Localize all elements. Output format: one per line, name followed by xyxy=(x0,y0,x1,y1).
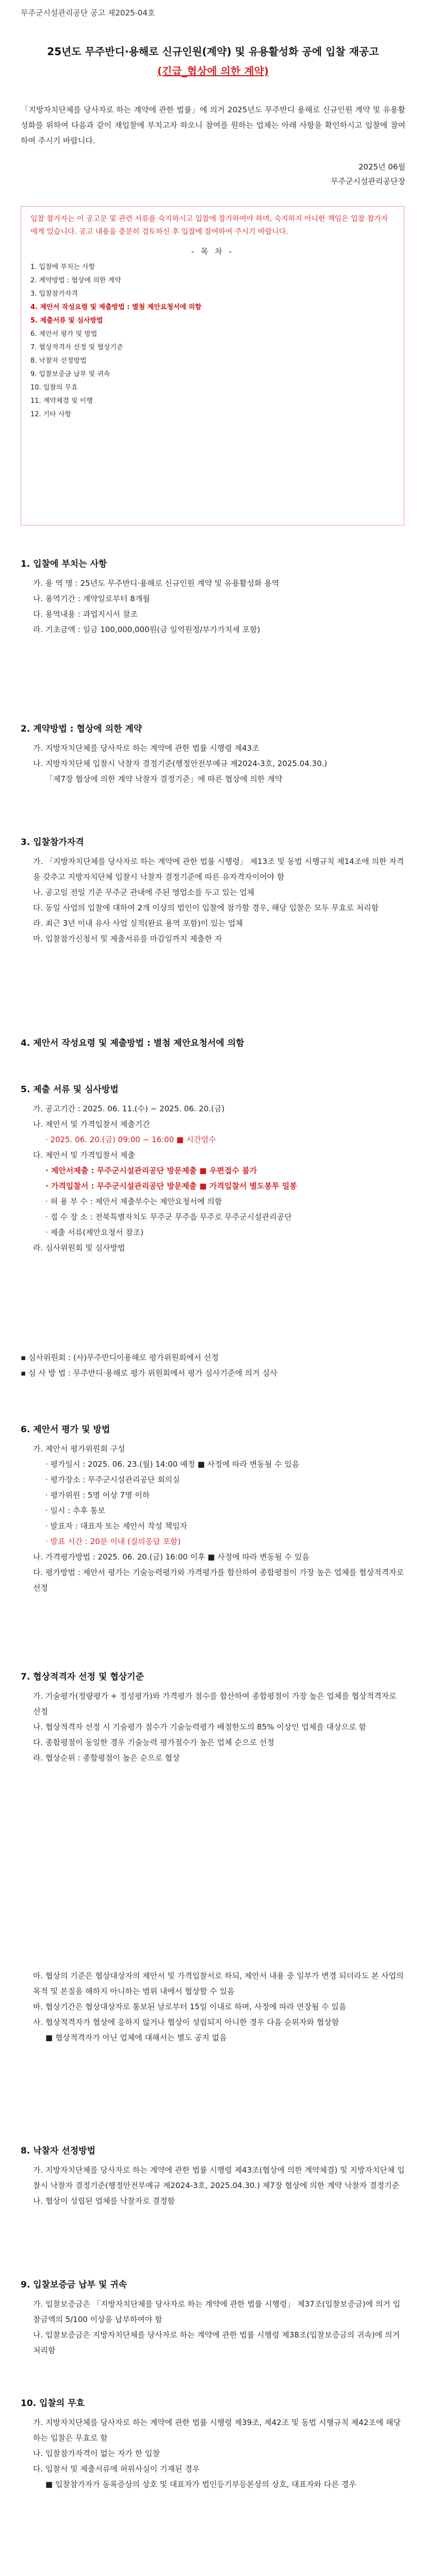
section-heading: 7. 협상적격자 선정 및 협상기준 xyxy=(21,1672,144,1682)
section-10 xyxy=(21,2396,405,2492)
section-line: 나. 용역기간 : 계약일로부터 8개월 xyxy=(33,594,150,603)
section-line: 사. 협상적격자가 협상에 응하지 않거나 협상이 성립되지 아니한 경우 다음 순위자와 협상함 xyxy=(33,2018,339,2027)
section-heading: 3. 입찰참가자격 xyxy=(21,837,84,848)
section-line: 라. 기초금액 : 일금 100,000,000원(금 일억원정/부가가치세 포함) xyxy=(33,625,260,634)
issuer-name: 무주군시설관리공단장 xyxy=(331,177,405,186)
toc-item: 11. 계약체결 및 이행 xyxy=(30,397,93,405)
section-line: · 평가장소 : 무주군시설관리공단 회의실 xyxy=(45,1475,180,1484)
section-heading: 9. 입찰보증금 납부 및 귀속 xyxy=(21,2280,127,2290)
section-line: · 제안서제출 : 무주군시설관리공단 방문제출 ■ 우편접수 불가 xyxy=(45,1166,257,1175)
section-line: 가. 공고기간 : 2025. 06. 11.(수) ~ 2025. 06. 20.(금) xyxy=(33,1104,225,1113)
section-line: 마. 입찰참가신청서 및 제출서류를 마감일까지 제출한 자 xyxy=(33,934,222,943)
section-line: 다. 동일 사업의 입찰에 대하여 2개 이상의 법인이 입찰에 참가할 경우, 해당 입찰은 모두 무효로 처리함 xyxy=(33,903,379,912)
section-line: 가. 제안서 평가위원회 구성 xyxy=(33,1444,125,1453)
toc-item: 12. 기타 사항 xyxy=(30,411,72,418)
section-9 xyxy=(21,2277,405,2358)
section-line: · 접 수 장 소 : 전북특별자치도 무주군 무주읍 무주로 무주군시설관리공단 xyxy=(45,1212,292,1222)
table-of-contents xyxy=(30,261,395,421)
section-heading: 1. 입찰에 부치는 사항 xyxy=(21,559,107,569)
section-7 xyxy=(21,1669,405,1766)
toc-item: 1. 입찰에 부치는 사항 xyxy=(30,263,95,271)
section-line: 마. 협상의 기준은 협상대상자의 제안서 및 가격입찰서로 하되, 제안서 내용 중 일부가 변경 되더라도 본 사업의 목적 및 본질을 해하지 아니하는 범위 내에서 협상할 수 있음 xyxy=(33,1971,404,1996)
toc-item: 6. 제안서 평가 및 방법 xyxy=(30,330,97,338)
section-line: 다. 제안서 및 가격입찰서 제출 xyxy=(33,1150,135,1160)
notice-box xyxy=(21,206,404,526)
section-line: 다. 용역내용 : 과업지시서 참조 xyxy=(33,609,138,619)
toc-item: 2. 계약방법 : 협상에 의한 계약 xyxy=(30,277,121,284)
notice-warning: 입찰 참가자는 이 공고문 및 관련 서류를 숙지하시고 입찰에 참가하여야 하며, 숙지하지 아니한 책임은 입찰 참가자에게 있습니다. 공고 내용을 충분히 검토하신 후 입찰에 참여하여 주시기 바랍니다. xyxy=(30,215,388,236)
section-line: 나. 지방자치단체 입찰시 낙찰자 결정기준(행정안전부예규 제2024-3호, 2025.04.30.) xyxy=(33,759,327,768)
section-line: · 평가위원 : 5명 이상 7명 이하 xyxy=(45,1490,150,1500)
page-title: 25년도 무주반디·용해로 신규인원(계약) 및 유용활성화 공에 입찰 재공고 xyxy=(47,45,379,58)
section-line: 나. 입찰참가자격이 없는 자가 한 입찰 xyxy=(33,2449,160,2458)
section-line: 나. 가격평가방법 : 2025. 06. 20.(금) 16:00 이후 ■ 사정에 따라 변동될 수 있음 xyxy=(33,1552,309,1562)
section-line: 라. 심사위원회 및 심사방법 xyxy=(33,1243,125,1252)
section-5-bullets xyxy=(21,1350,405,1381)
toc-item: 4. 제안서 작성요령 및 제출방법 : 별첨 제안요청서에 의함 xyxy=(30,303,202,311)
section-line: 「제7장 협상에 의한 계약 낙찰자 결정기준」에 따른 협상에 의한 계약 xyxy=(45,774,283,784)
section-line: · 가격입찰서 : 무주군시설관리공단 방문제출 ■ 가격입찰서 별도봉투 밀봉 xyxy=(45,1181,297,1191)
toc-item: 9. 입찰보증금 납부 및 귀속 xyxy=(30,370,110,378)
toc-item: 7. 협상적격자 선정 및 협상기준 xyxy=(30,344,123,351)
section-line: · 제출 서류(제안요청서 참조) xyxy=(45,1228,144,1237)
bullet-item: ▪ 심사위원회 : (사)무주반디이용해로 평가위원회에서 선정 xyxy=(21,1350,405,1365)
toc-item: 8. 낙찰자 선정방법 xyxy=(30,357,87,365)
section-heading: 6. 제안서 평가 및 방법 xyxy=(21,1425,110,1435)
toc-item: 5. 제출서류 및 심사방법 xyxy=(30,317,103,325)
section-line: · 발표 시간 : 20분 이내 (질의응답 포함) xyxy=(45,1537,181,1546)
notice-number: 무주군시설관리공단 공고 제2025-04호 xyxy=(21,8,155,18)
section-heading: 4. 제안서 작성요령 및 제출방법 : 별첨 제안요청서에 의함 xyxy=(21,1038,244,1048)
section-line: · 2025. 06. 20.(금) 09:00 ~ 16:00 ■ 시간엄수 xyxy=(45,1135,216,1144)
section-line: · 허 용 부 수 : 제안서 제출부수는 제안요청서에 의함 xyxy=(45,1197,222,1206)
section-line: 가. 지방자치단체를 당사자로 하는 계약에 관한 법률 시행령 제39조, 제42조 및 동법 시행규칙 제42조에 해당하는 입찰은 무효로 함 xyxy=(33,2418,401,2443)
section-line: 가. 기술평가(정량평가 + 정성평가)와 가격평가 점수를 합산하여 종합평점이 가장 높은 업체를 협상적격자로 선정 xyxy=(33,1691,397,1716)
section-2 xyxy=(21,721,405,787)
section-heading: 10. 입찰의 무효 xyxy=(21,2398,85,2409)
section-line: 나. 입찰보증금은 지방자치단체를 당사자로 하는 계약에 관한 법률 시행령 제38조(입찰보증금의 귀속)에 의거 처리함 xyxy=(33,2330,400,2355)
intro-paragraph: 「지방자치단체를 당사자로 하는 계약에 관한 법률」에 의거 2025년도 무주반디 용해로 신규인원 계약 및 유용활성화를 위하여 다음과 같이 재입찰에 부치고자 하오니 참여를 원하는 업체는 아래 사항을 확인하시고 입찰에 참여하여 주시기 바랍니다. xyxy=(21,105,405,145)
section-line: 라. 협상순위 : 종합평점이 높은 순으로 협상 xyxy=(33,1753,180,1762)
section-heading: 5. 제출 서류 및 심사방법 xyxy=(21,1084,119,1095)
bullet-item: ▪ 심 사 방 법 : 무주반디·용해로 평가 위원회에서 평가 심사기준에 의거 심사 xyxy=(21,1365,405,1381)
section-line: 가. 용 역 명 : 25년도 무주반디·용해로 신규인원 계약 및 유용활성화 용역 xyxy=(33,579,280,588)
section-line: ■ 입찰참가자가 동록증상의 상호 및 대표자가 법인등기부등본상의 상호, 대표자와 다른 경우 xyxy=(45,2480,356,2489)
section-heading: 8. 낙찰자 선정방법 xyxy=(21,2146,96,2156)
section-4 xyxy=(21,1036,405,1055)
section-line: 나. 협상적격자 선정 시 기술평가 점수가 기술능력평가 배점한도의 85% 이상인 업체를 대상으로 함 xyxy=(33,1722,366,1732)
evaluation-bullets xyxy=(21,1350,405,1381)
section-line: 다. 종합평점이 동일한 경우 기술능력 평가점수가 높은 업체 순으로 선정 xyxy=(33,1738,274,1747)
section-8 xyxy=(21,2143,405,2209)
section-7-continued xyxy=(21,1968,405,2045)
toc-item: 10. 입찰의 무효 xyxy=(30,384,78,392)
notice-date: 2025년 06월 xyxy=(358,162,405,172)
section-1 xyxy=(21,556,405,637)
page-subtitle: (긴급_협상에 의한 계약) xyxy=(157,65,269,77)
section-line: 가. 지방자치단체를 당사자로 하는 계약에 관한 법률 시행령 제43조(협상에 의한 계약체결) 및 지방자치단체 입찰시 낙찰자 결정기준(행정안전부예규 제2024-3호, 2025.04.30.) 제7장 협상에 의한 계약 낙찰자 결정기준 xyxy=(33,2165,405,2190)
section-line: · 발표자 : 대표자 또는 제안서 작성 책임자 xyxy=(45,1521,188,1531)
toc-title: - 목 차 - xyxy=(191,247,234,256)
section-3 xyxy=(21,835,405,946)
section-line: 다. 평가방법 : 제안서 평가는 기술능력평가와 가격평가를 합산하여 종합평점이 가장 높은 업체를 협상적격자로 선정 xyxy=(33,1568,404,1592)
section-line: 라. 최근 3년 이내 유사 사업 실적(완료 용역 포함)이 있는 업체 xyxy=(33,919,243,928)
section-6 xyxy=(21,1422,405,1596)
section-heading: 2. 계약방법 : 협상에 의한 계약 xyxy=(21,724,142,734)
section-line: 바. 협상기간은 협상대상자로 통보된 날로부터 15일 이내로 하며, 사정에 따라 연장될 수 있음 xyxy=(33,2002,347,2011)
date-block xyxy=(331,160,405,189)
section-line: · 평가일시 : 2025. 06. 23.(월) 14:00 예정 ■ 사정에 따라 변동될 수 있음 xyxy=(45,1460,300,1469)
section-line: 나. 제안서 및 가격입찰서 제출기간 xyxy=(33,1120,150,1129)
toc-item: 3. 입찰참가자격 xyxy=(30,290,78,298)
section-5 xyxy=(21,1082,405,1256)
section-line: 가. 「지방자치단체를 당사자로 하는 계약에 관한 법률 시행령」 제13조 및 동법 시행규칙 제14조에 의한 자격을 갖추고 지방자치단체 입찰시 낙찰자 결정기준에 따른 유자격자이어야 함 xyxy=(33,857,404,882)
section-line: ■ 협상적격자가 아닌 업체에 대해서는 별도 공지 없음 xyxy=(45,2033,227,2042)
section-line: 가. 지방자치단체를 당사자로 하는 계약에 관한 법률 시행령 제43조 xyxy=(33,743,259,753)
section-line: 나. 협상이 성립된 업체를 낙찰자로 결정함 xyxy=(33,2196,175,2206)
section-line: 나. 공고일 전일 기준 무주군 관내에 주된 영업소를 두고 있는 업체 xyxy=(33,888,255,897)
section-line: · 일시 : 추후 통보 xyxy=(45,1506,105,1515)
section-line: 가. 입찰보증금은 「지방자치단체를 당사자로 하는 계약에 관한 법률 시행령」 제37조(입찰보증금)에 의거 입찰금액의 5/100 이상을 납부하여야 함 xyxy=(33,2299,401,2324)
section-line: 다. 입찰서 및 제출서류에 허위사실이 기재된 경우 xyxy=(33,2464,200,2473)
